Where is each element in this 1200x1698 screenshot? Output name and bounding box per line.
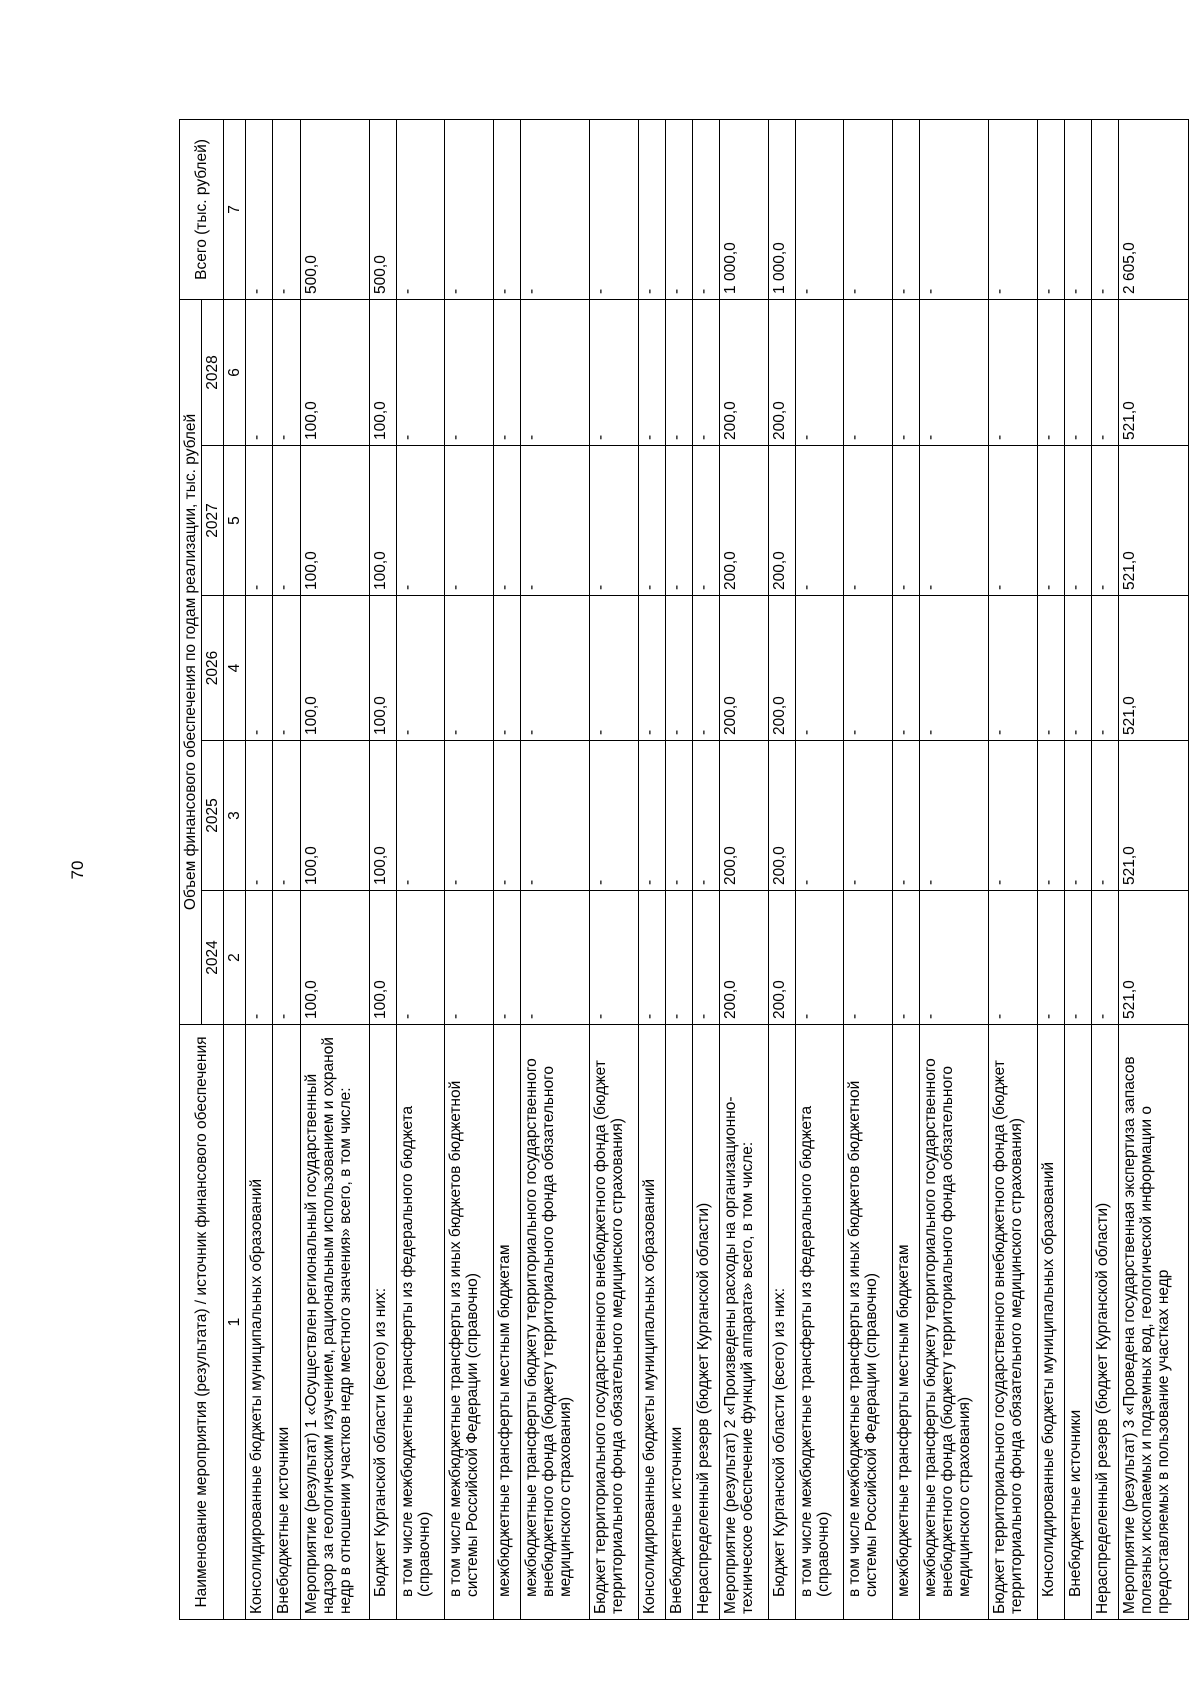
row-year-value-cell: -: [1037, 299, 1064, 445]
row-year-value-cell: 100,0: [369, 596, 396, 741]
row-year-value-cell: -: [1064, 446, 1091, 596]
row-year-value-cell: -: [919, 741, 988, 891]
header-year-group: Объем финансового обеспечения по годам реализации, тыс. рублей: [180, 299, 202, 1024]
row-year-value-cell: -: [445, 299, 493, 445]
row-year-value-cell: -: [1037, 446, 1064, 596]
row-name-cell: Нераспределенный резерв (бюджет Курганской области): [1092, 1025, 1119, 1620]
row-year-value-cell: -: [273, 891, 300, 1025]
row-year-value-cell: -: [590, 596, 638, 741]
row-year-value-cell: -: [693, 741, 720, 891]
row-year-value-cell: -: [445, 596, 493, 741]
row-year-value-cell: 200,0: [768, 446, 795, 596]
row-name-cell: межбюджетные трансферты бюджету территориального государственного внебюджетного фонда (бюджету территориального фонда обязательного медицинского страхования): [521, 1025, 590, 1620]
table-row: [796, 119, 844, 1619]
row-year-value-cell: -: [919, 891, 988, 1025]
row-year-value-cell: -: [273, 741, 300, 891]
row-year-value-cell: 200,0: [720, 891, 768, 1025]
row-total-cell: -: [665, 119, 692, 299]
row-total-cell: 2 605,0: [1119, 119, 1189, 299]
row-name-cell: Внебюджетные источники: [273, 1025, 300, 1620]
row-year-value-cell: -: [665, 596, 692, 741]
row-name-cell: Мероприятие (результат) 3 «Проведена государственная экспертиза запасов полезных ископаемых и подземных вод, геологической информации о предоставляемых в пользование участках недр: [1119, 1025, 1189, 1620]
table-row: [665, 119, 692, 1619]
row-year-value-cell: 200,0: [720, 596, 768, 741]
table-row: [844, 119, 892, 1619]
row-year-value-cell: -: [521, 891, 590, 1025]
header-year: 2026: [202, 596, 224, 741]
row-name-cell: Нераспределенный резерв (бюджет Курганской области): [693, 1025, 720, 1620]
row-total-cell: -: [1037, 119, 1064, 299]
row-year-value-cell: -: [989, 741, 1037, 891]
row-year-value-cell: -: [493, 446, 520, 596]
row-year-value-cell: -: [1064, 891, 1091, 1025]
row-year-value-cell: -: [493, 741, 520, 891]
row-year-value-cell: 200,0: [720, 741, 768, 891]
row-year-value-cell: -: [844, 596, 892, 741]
row-year-value-cell: -: [1064, 299, 1091, 445]
table-row: [1064, 119, 1091, 1619]
column-index: 4: [224, 596, 246, 741]
row-name-cell: Мероприятие (результат) 2 «Произведены расходы на организационно-техническое обеспечение функций аппарата» всего, в том числе:: [720, 1025, 768, 1620]
table-row: [720, 119, 768, 1619]
table-row: [919, 119, 988, 1619]
row-year-value-cell: -: [1092, 299, 1119, 445]
row-name-cell: Бюджет Курганской области (всего) из них:: [369, 1025, 396, 1620]
row-total-cell: -: [1064, 119, 1091, 299]
row-year-value-cell: -: [521, 446, 590, 596]
row-year-value-cell: -: [989, 446, 1037, 596]
row-year-value-cell: -: [844, 446, 892, 596]
financing-table: [179, 119, 1189, 1620]
row-year-value-cell: 200,0: [768, 299, 795, 445]
row-year-value-cell: 100,0: [369, 741, 396, 891]
row-year-value-cell: -: [638, 596, 665, 741]
column-index: 6: [224, 299, 246, 445]
table-body: [224, 119, 1189, 1619]
table-row: [397, 119, 445, 1619]
row-name-cell: Консолидированные бюджеты муниципальных образований: [246, 1025, 273, 1620]
row-year-value-cell: -: [919, 596, 988, 741]
row-year-value-cell: -: [693, 299, 720, 445]
row-year-value-cell: -: [493, 891, 520, 1025]
row-name-cell: в том числе межбюджетные трансферты из иных бюджетов бюджетной системы Российской Федерации (справочно): [844, 1025, 892, 1620]
row-year-value-cell: -: [693, 891, 720, 1025]
row-name-cell: межбюджетные трансферты местным бюджетам: [493, 1025, 520, 1620]
row-year-value-cell: -: [397, 741, 445, 891]
row-year-value-cell: -: [1064, 741, 1091, 891]
row-year-value-cell: -: [919, 299, 988, 445]
row-year-value-cell: -: [590, 891, 638, 1025]
row-year-value-cell: -: [397, 446, 445, 596]
row-year-value-cell: -: [445, 741, 493, 891]
rotated-table-wrapper: [179, 120, 1189, 1620]
row-year-value-cell: -: [1092, 891, 1119, 1025]
row-year-value-cell: 100,0: [300, 891, 369, 1025]
row-total-cell: 1 000,0: [720, 119, 768, 299]
row-year-value-cell: -: [665, 446, 692, 596]
row-year-value-cell: -: [397, 596, 445, 741]
table-row: [590, 119, 638, 1619]
table-row: [246, 119, 273, 1619]
header-total-column: Всего (тыс. рублей): [180, 119, 224, 299]
row-year-value-cell: 200,0: [768, 891, 795, 1025]
row-year-value-cell: 100,0: [369, 891, 396, 1025]
header-year: 2027: [202, 446, 224, 596]
row-year-value-cell: -: [445, 891, 493, 1025]
row-year-value-cell: -: [246, 596, 273, 741]
row-year-value-cell: -: [638, 299, 665, 445]
row-year-value-cell: -: [989, 299, 1037, 445]
row-name-cell: межбюджетные трансферты местным бюджетам: [892, 1025, 919, 1620]
row-year-value-cell: 521,0: [1119, 299, 1189, 445]
table-row: [273, 119, 300, 1619]
row-name-cell: межбюджетные трансферты бюджету территориального государственного внебюджетного фонда (бюджету территориального фонда обязательного медицинского страхования): [919, 1025, 988, 1620]
row-name-cell: в том числе межбюджетные трансферты из иных бюджетов бюджетной системы Российской Федерации (справочно): [445, 1025, 493, 1620]
row-total-cell: -: [493, 119, 520, 299]
column-index: 7: [224, 119, 246, 299]
row-year-value-cell: -: [521, 596, 590, 741]
row-year-value-cell: -: [445, 446, 493, 596]
table-row: [521, 119, 590, 1619]
row-year-value-cell: -: [397, 891, 445, 1025]
row-year-value-cell: -: [1092, 741, 1119, 891]
row-year-value-cell: -: [989, 891, 1037, 1025]
row-year-value-cell: 521,0: [1119, 891, 1189, 1025]
row-total-cell: -: [892, 119, 919, 299]
row-total-cell: -: [273, 119, 300, 299]
row-name-cell: Консолидированные бюджеты муниципальных образований: [1037, 1025, 1064, 1620]
row-total-cell: -: [521, 119, 590, 299]
row-total-cell: -: [989, 119, 1037, 299]
row-name-cell: Бюджет территориального государственного внебюджетного фонда (бюджет территориального фонда обязательного медицинского страхования): [989, 1025, 1037, 1620]
row-year-value-cell: 521,0: [1119, 596, 1189, 741]
row-year-value-cell: -: [693, 596, 720, 741]
row-year-value-cell: -: [892, 891, 919, 1025]
column-index: 5: [224, 446, 246, 596]
table-row: [1092, 119, 1119, 1619]
row-year-value-cell: -: [919, 446, 988, 596]
row-year-value-cell: -: [493, 299, 520, 445]
row-name-cell: Бюджет Курганской области (всего) из них:: [768, 1025, 795, 1620]
row-year-value-cell: 521,0: [1119, 446, 1189, 596]
row-year-value-cell: -: [844, 891, 892, 1025]
row-year-value-cell: -: [1037, 891, 1064, 1025]
row-year-value-cell: -: [693, 446, 720, 596]
row-year-value-cell: -: [493, 596, 520, 741]
row-total-cell: -: [919, 119, 988, 299]
row-year-value-cell: -: [638, 446, 665, 596]
table-row: [989, 119, 1037, 1619]
row-year-value-cell: -: [796, 596, 844, 741]
row-year-value-cell: -: [638, 741, 665, 891]
row-total-cell: 1 000,0: [768, 119, 795, 299]
row-year-value-cell: -: [892, 596, 919, 741]
row-year-value-cell: -: [665, 299, 692, 445]
row-total-cell: -: [844, 119, 892, 299]
header-name-column: Наименование мероприятия (результата) / источник финансового обеспечения: [180, 1025, 224, 1620]
row-total-cell: -: [693, 119, 720, 299]
row-year-value-cell: 200,0: [720, 446, 768, 596]
row-year-value-cell: 200,0: [768, 596, 795, 741]
row-year-value-cell: -: [796, 299, 844, 445]
row-year-value-cell: 100,0: [300, 446, 369, 596]
row-name-cell: Бюджет территориального государственного внебюджетного фонда (бюджет территориального фонда обязательного медицинского страхования): [590, 1025, 638, 1620]
row-year-value-cell: 100,0: [300, 741, 369, 891]
column-index: 2: [224, 891, 246, 1025]
row-year-value-cell: -: [1092, 446, 1119, 596]
row-year-value-cell: -: [665, 741, 692, 891]
row-year-value-cell: 100,0: [369, 299, 396, 445]
table-row: [1037, 119, 1064, 1619]
row-total-cell: -: [1092, 119, 1119, 299]
row-year-value-cell: -: [1092, 596, 1119, 741]
row-year-value-cell: -: [638, 891, 665, 1025]
table-row: [768, 119, 795, 1619]
row-year-value-cell: -: [1037, 741, 1064, 891]
row-year-value-cell: -: [246, 741, 273, 891]
row-total-cell: -: [590, 119, 638, 299]
row-year-value-cell: -: [590, 446, 638, 596]
page-number: 70: [68, 860, 87, 880]
row-year-value-cell: -: [397, 299, 445, 445]
row-name-cell: в том числе межбюджетные трансферты из федерального бюджета (справочно): [796, 1025, 844, 1620]
row-year-value-cell: -: [273, 446, 300, 596]
row-name-cell: Мероприятие (результат) 1 «Осуществлен региональный государственный надзор за геологическим изучением, рациональным использованием и охраной недр в отношении участков недр местного значения» всего, в том числе:: [300, 1025, 369, 1620]
row-year-value-cell: -: [521, 741, 590, 891]
row-year-value-cell: -: [796, 446, 844, 596]
column-index-row: [224, 119, 246, 1619]
row-year-value-cell: -: [273, 299, 300, 445]
row-total-cell: -: [638, 119, 665, 299]
row-year-value-cell: -: [1064, 596, 1091, 741]
row-total-cell: -: [445, 119, 493, 299]
row-name-cell: Внебюджетные источники: [665, 1025, 692, 1620]
row-name-cell: в том числе межбюджетные трансферты из федерального бюджета (справочно): [397, 1025, 445, 1620]
table-row: [493, 119, 520, 1619]
row-year-value-cell: -: [246, 891, 273, 1025]
row-year-value-cell: -: [892, 299, 919, 445]
row-year-value-cell: -: [246, 299, 273, 445]
table-row: [300, 119, 369, 1619]
row-year-value-cell: 100,0: [369, 446, 396, 596]
header-year: 2028: [202, 299, 224, 445]
row-year-value-cell: -: [246, 446, 273, 596]
row-year-value-cell: -: [892, 446, 919, 596]
row-year-value-cell: -: [273, 596, 300, 741]
row-year-value-cell: 200,0: [768, 741, 795, 891]
row-year-value-cell: -: [590, 299, 638, 445]
row-year-value-cell: 100,0: [300, 596, 369, 741]
table-row: [369, 119, 396, 1619]
row-year-value-cell: -: [892, 741, 919, 891]
row-year-value-cell: -: [1037, 596, 1064, 741]
header-year: 2024: [202, 891, 224, 1025]
row-name-cell: Внебюджетные источники: [1064, 1025, 1091, 1620]
row-year-value-cell: 100,0: [300, 299, 369, 445]
header-year: 2025: [202, 741, 224, 891]
row-total-cell: 500,0: [369, 119, 396, 299]
column-index: 1: [224, 1025, 246, 1620]
row-year-value-cell: -: [796, 741, 844, 891]
table-row: [693, 119, 720, 1619]
row-year-value-cell: -: [590, 741, 638, 891]
row-year-value-cell: -: [521, 299, 590, 445]
row-total-cell: 500,0: [300, 119, 369, 299]
column-index: 3: [224, 741, 246, 891]
table-row: [638, 119, 665, 1619]
row-name-cell: Консолидированные бюджеты муниципальных образований: [638, 1025, 665, 1620]
table-row: [892, 119, 919, 1619]
row-year-value-cell: -: [989, 596, 1037, 741]
row-year-value-cell: 200,0: [720, 299, 768, 445]
row-year-value-cell: -: [844, 741, 892, 891]
row-year-value-cell: -: [844, 299, 892, 445]
table-row: [445, 119, 493, 1619]
row-total-cell: -: [796, 119, 844, 299]
row-total-cell: -: [246, 119, 273, 299]
table-row: [1119, 119, 1189, 1619]
row-year-value-cell: 521,0: [1119, 741, 1189, 891]
row-year-value-cell: -: [796, 891, 844, 1025]
row-year-value-cell: -: [665, 891, 692, 1025]
row-total-cell: -: [397, 119, 445, 299]
